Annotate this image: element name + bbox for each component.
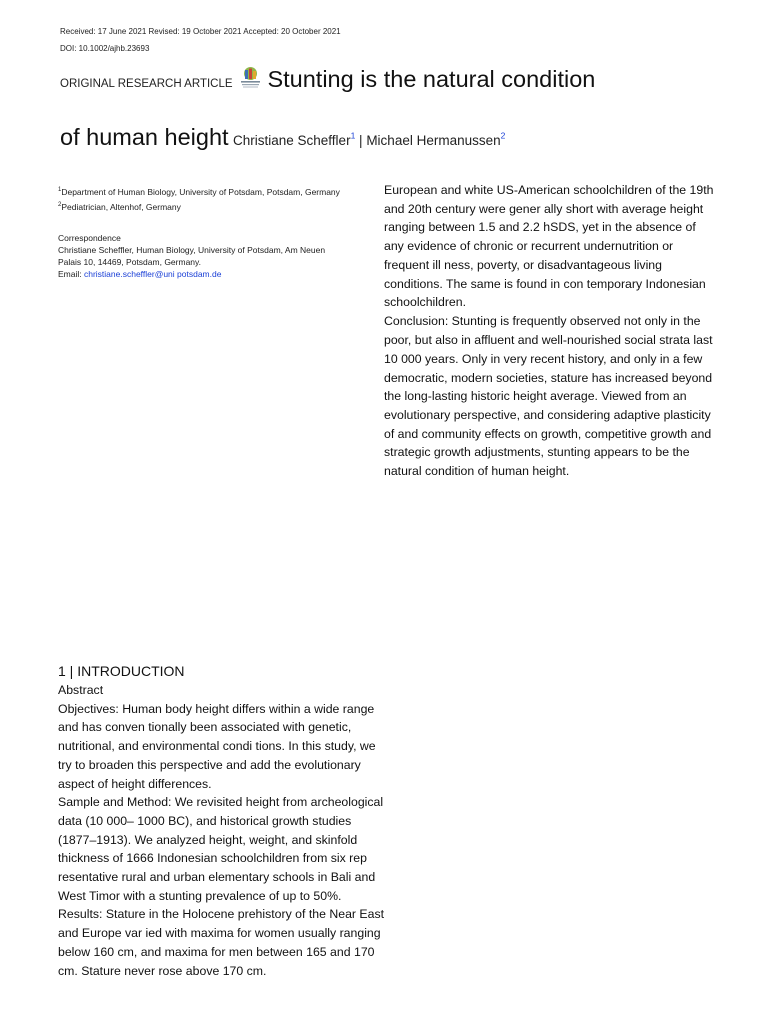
right-column [384, 181, 716, 481]
correspondence-email-row [58, 268, 376, 280]
affiliation-number: 1 [58, 187, 62, 193]
received-dates: Received: 17 June 2021 Revised: 19 October 2021 Accepted: 20 October 2021 [60, 27, 341, 36]
affiliation-text: Department of Human Biology, University of Potsdam, Potsdam, Germany [61, 186, 340, 197]
author-separator: | [355, 133, 367, 148]
affiliation-link[interactable]: 2 [500, 130, 506, 141]
affiliations [58, 184, 383, 214]
abstract-results-continued: European and white US-American schoolchildren of the 19th and 20th century were gener ally short with average height ranging between 1.5 and 2.2 hSDS, yet in the absence of any evidence of chronic or recurrent undernutrition or frequent ill ness, poverty, or disadvantageous living conditions. The same is found in con temporary Indonesian schoolchildren. [384, 183, 714, 310]
affiliation-item [58, 199, 383, 214]
section-heading: 1 | INTRODUCTION [58, 663, 185, 679]
abstract-sample-method: Sample and Method: We revisited height from archeological data (10 000– 1000 BC), and historical growth studies (1877–1913). We analyzed height, weight, and skinfold thickness of 1666 Indonesian schoolchildren from six rep resentative rural and urban elementary schools in Bali and West Timor with a stunting prevalence of up to 50%. [58, 795, 384, 903]
correspondence-address-line: Christiane Scheffler, Human Biology, University of Potsdam, Am Neuen [58, 245, 326, 255]
affiliation-text: Pediatrician, Altenhof, Germany [61, 201, 181, 212]
doi: DOI: 10.1002/ajhb.23693 [60, 44, 150, 53]
article-title-line2: of human height [60, 124, 229, 150]
email-label: Email: [58, 269, 84, 279]
title-block [60, 66, 595, 94]
abstract-heading: Abstract [58, 683, 104, 697]
left-column [58, 662, 386, 980]
article-title-line1: Stunting is the natural condition [267, 66, 596, 92]
abstract-results: Results: Stature in the Holocene prehistory of the Near East and Europe var ied with maxima for women usually ranging below 160 cm, and maxima for men between 165 and 170 cm. Stature never rose above 170 cm. [58, 907, 385, 978]
affiliation-number: 2 [58, 201, 62, 208]
affiliation-link[interactable]: 1 [350, 130, 356, 141]
abstract-conclusion: Conclusion: Stunting is frequently observed not only in the poor, but also in affluent and well-nourished social strata last 10 000 years. Only in very recent history, and only in a few democratic, modern societies, stature has increased beyond the long-lasting historic height average. Viewed from an evolutionary perspective, and considering adaptive plasticity of and community effects on growth, competitive growth and strategic growth adjustments, stunting appears to be the natural condition of human height. [384, 314, 713, 479]
correspondence [58, 232, 376, 280]
correspondence-heading: Correspondence [58, 233, 121, 243]
title-authors-row [60, 124, 505, 151]
author-name: Michael Hermanussen [366, 133, 501, 148]
journal-logo-icon [240, 66, 261, 89]
article-type-label: ORIGINAL RESEARCH ARTICLE [60, 78, 233, 90]
correspondence-address-line: Palais 10, 14469, Potsdam, Germany. [58, 257, 202, 267]
author-name: Christiane Scheffler [233, 133, 351, 148]
abstract-objectives: Objectives: Human body height differs within a wide range and has conven tionally been associated with genetic, nutritional, and environmental condi tions. In this study, we try to broaden this perspective and add the evolutionary aspect of height differences. [58, 701, 376, 791]
affiliation-item [58, 184, 383, 199]
email-link[interactable]: christiane.scheffler@uni potsdam.de [83, 269, 222, 279]
